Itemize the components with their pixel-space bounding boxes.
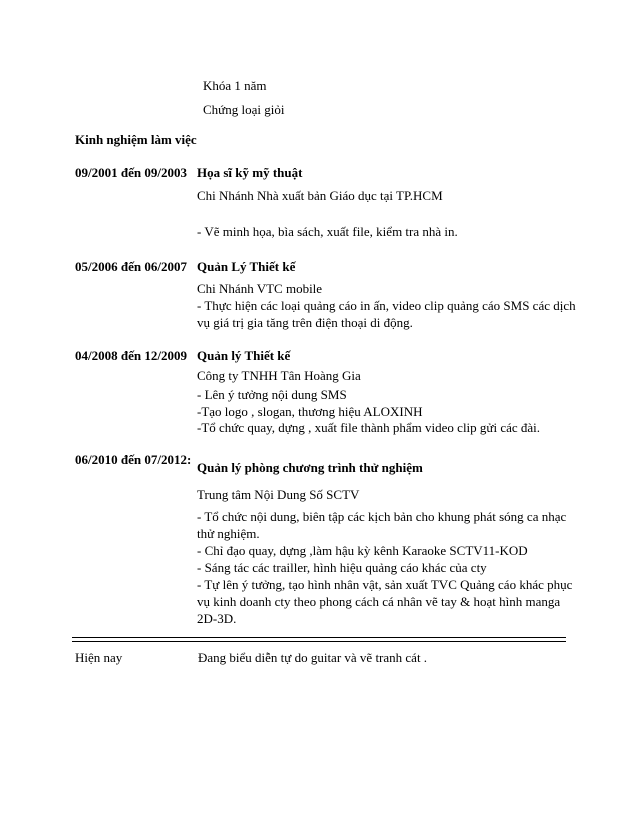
job-desc-line: 2D-3D. bbox=[197, 611, 237, 626]
job-desc-line: -Tạo logo , slogan, thương hiệu ALOXINH bbox=[197, 404, 423, 419]
job-desc-line: - Tự lên ý tưởng, tạo hình nhân vật, sản xuất TVC Quảng cáo khác phục bbox=[197, 577, 573, 592]
job-period: 06/2010 đến 07/2012: bbox=[75, 452, 192, 467]
section-title: Kinh nghiệm làm việc bbox=[75, 132, 197, 147]
divider-line bbox=[72, 637, 566, 638]
job-desc-line: -Tổ chức quay, dựng , xuất file thành phẩm video clip gửi các đài. bbox=[197, 420, 541, 435]
job-desc-line: thử nghiệm. bbox=[197, 526, 260, 541]
job-company: Chi Nhánh VTC mobile bbox=[197, 281, 323, 296]
job-desc-line: vụ kinh doanh cty theo phong cách cá nhân vẽ tay & hoạt hình manga bbox=[197, 594, 561, 609]
job-title: Quản Lý Thiết kế bbox=[197, 259, 296, 274]
current-value: Đang biểu diễn tự do guitar và vẽ tranh cát . bbox=[198, 650, 428, 665]
job-title: Quản lý Thiết kế bbox=[197, 348, 291, 363]
current-label: Hiện nay bbox=[75, 650, 123, 665]
job-desc-line: - Tổ chức nội dung, biên tập các kịch bản cho khung phát sóng ca nhạc bbox=[197, 509, 567, 524]
job-company: Công ty TNHH Tân Hoàng Gia bbox=[197, 368, 361, 383]
job-period: 09/2001 đến 09/2003 bbox=[75, 165, 187, 180]
job-desc-line: - Lên ý tưởng nội dung SMS bbox=[197, 387, 347, 402]
job-company: Chi Nhánh Nhà xuất bản Giáo dục tại TP.HCM bbox=[197, 188, 443, 203]
job-desc-line: - Thực hiện các loại quảng cáo in ấn, video clip quảng cáo SMS các dịch bbox=[197, 298, 576, 313]
job-period: 05/2006 đến 06/2007 bbox=[75, 259, 187, 274]
edu-line-1: Khóa 1 năm bbox=[203, 78, 267, 93]
job-desc-line: - Sáng tác các trailler, hình hiệu quảng cáo khác của cty bbox=[197, 560, 487, 575]
job-period: 04/2008 đến 12/2009 bbox=[75, 348, 187, 363]
job-company: Trung tâm Nội Dung Số SCTV bbox=[197, 487, 360, 502]
job-title: Họa sĩ kỹ mỹ thuật bbox=[197, 165, 303, 180]
edu-line-2: Chứng loại giỏi bbox=[203, 102, 285, 117]
job-desc-line: - Chỉ đạo quay, dựng ,làm hậu kỳ kênh Karaoke SCTV11-KOD bbox=[197, 543, 528, 558]
divider-line bbox=[72, 641, 566, 642]
job-desc-line: - Vẽ minh họa, bìa sách, xuất file, kiểm tra nhà in. bbox=[197, 224, 458, 239]
job-title: Quản lý phòng chương trình thử nghiệm bbox=[197, 460, 423, 475]
job-desc-line: vụ giá trị gia tăng trên điện thoại di động. bbox=[197, 315, 413, 330]
